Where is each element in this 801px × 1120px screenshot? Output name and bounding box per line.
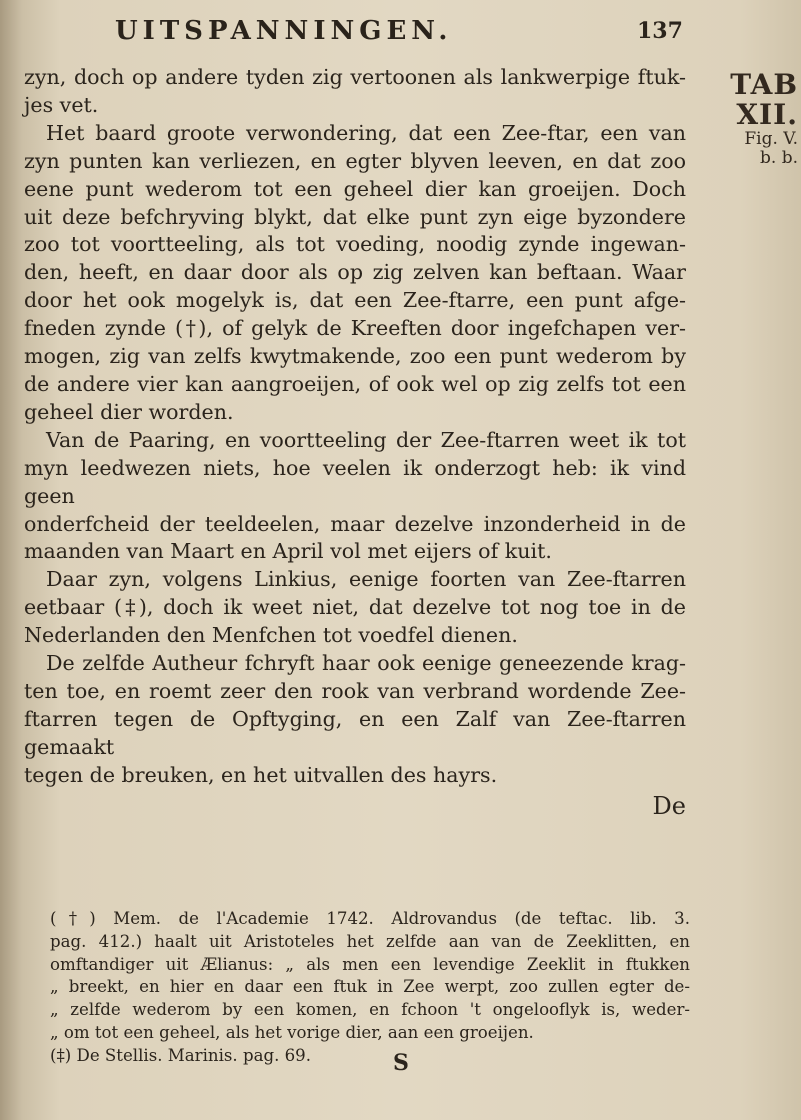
text-line: Van de Paaring, en voortteeling der Zee-ftarren weet ik tot [46, 427, 686, 452]
text-line: ftarren tegen de Opftyging, en een Zalf van Zee-ftarren gemaakt [24, 706, 686, 759]
text-line: maanden van Maart en April vol met eijers of kuit. [24, 539, 552, 564]
body-text [24, 64, 686, 822]
footnote-line: „ breekt, en hier en daar een ftuk in Zee werpt, zoo zullen egter de- [50, 977, 690, 997]
text-line: zoo tot voortteeling, als tot voeding, noodig zynde ingewan- [24, 232, 686, 257]
footnotes [50, 908, 690, 1068]
text-line: fneden zynde (†), of gelyk de Kreeften door ingefchapen ver- [24, 316, 686, 341]
footnote-line: „ om tot een geheel, als het vorige dier, aan een groeijen. [50, 1022, 534, 1042]
text-line: uit deze befchryving blykt, dat elke punt zyn eige byzondere [24, 204, 686, 229]
page-header [0, 10, 801, 50]
footnote-line: (†) Mem. de l'Academie 1742. Aldrovandus (de teftac. lib. 3. [50, 909, 690, 928]
text-line: Het baard groote verwondering, dat een Zee-ftar, een van [46, 120, 686, 145]
text-line: myn leedwezen niets, hoe veelen ik onderzogt heb: ik vind geen [24, 455, 686, 508]
catchword-row [24, 790, 686, 822]
text-line: door het ook mogelyk is, dat een Zee-ftarre, een punt afge- [24, 288, 686, 313]
footnote-line: „ zelfde wederom by een komen, en fchoon 't ongelooflyk is, weder- [50, 1000, 690, 1020]
text-line: zyn punten kan verliezen, en egter blyven leeven, en dat zoo [24, 148, 686, 173]
text-line: onderfcheid der teeldeelen, maar dezelve inzonderheid in de [24, 511, 686, 536]
text-line: Nederlanden den Menfchen tot voedfel dienen. [24, 623, 518, 648]
text-line: ten toe, en roemt zeer den rook van verbrand wordende Zee- [24, 678, 686, 703]
text-line: eetbaar (‡), doch ik weet niet, dat dezelve tot nog toe in de [24, 595, 686, 620]
text-line: de andere vier kan aangroeijen, of ook wel op zig zelfs tot een [24, 371, 686, 396]
figure-letters: b. b. [760, 148, 798, 168]
running-title: UITSPANNINGEN. [115, 16, 453, 46]
figure-reference: Fig. V. [744, 129, 798, 149]
footnote-line: pag. 412.) haalt uit Aristoteles het zelfde aan van de Zeeklitten, en [50, 931, 690, 951]
text-line: Daar zyn, volgens Linkius, eenige foorten van Zee-ftarren [46, 567, 686, 592]
margin-notes [682, 70, 798, 168]
text-line: jes vet. [24, 92, 99, 117]
text-line: tegen de breuken, en het uitvallen des hayrs. [24, 762, 498, 787]
footnote-line: omftandiger uit Ælianus: „ als men een levendige Zeeklit in ftukken [50, 954, 690, 974]
text-line: zyn, doch op andere tyden zig vertoonen als lankwerpige ftuk- [24, 65, 686, 89]
text-line: den, heeft, en daar door als op zig zelven kan beftaan. Waar [24, 260, 686, 285]
page-number: 137 [637, 18, 683, 44]
signature-mark: S [393, 1050, 409, 1076]
text-line: geheel dier worden. [24, 399, 234, 424]
text-line: mogen, zig van zelfs kwytmakende, zoo een punt wederom by [24, 344, 686, 369]
catchword: De [652, 791, 686, 820]
footnote-line: (‡) De Stellis. Marinis. pag. 69. [50, 1045, 312, 1065]
text-line: De zelfde Autheur fchryft haar ook eenige geneezende krag- [46, 651, 686, 676]
text-line: eene punt wederom tot een geheel dier kan groeijen. Doch [24, 176, 686, 201]
plate-reference: TAB XII. [730, 68, 798, 131]
